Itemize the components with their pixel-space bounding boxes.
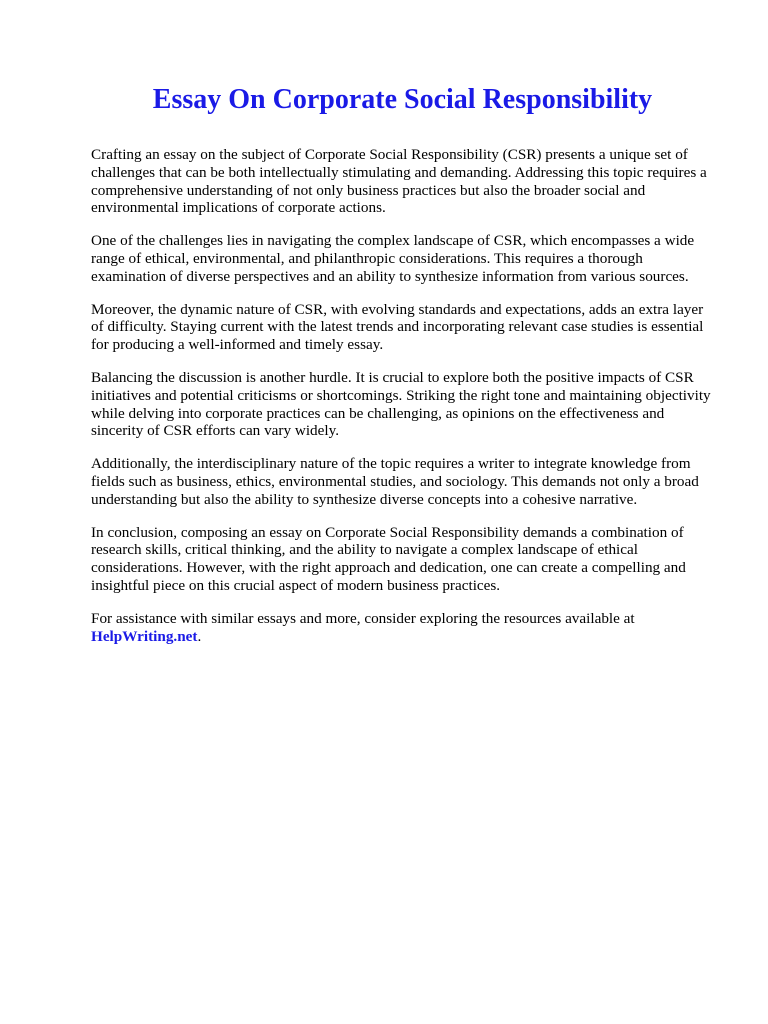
page-title: Essay On Corporate Social Responsibility — [152, 84, 653, 115]
closing-paragraph — [91, 610, 714, 646]
paragraph-3: Moreover, the dynamic nature of CSR, with evolving standards and expectations, adds an extra layer of difficulty. Staying current with the latest trends and incorporating relevant case studies is essential for producing a well-informed and timely essay. — [91, 300, 704, 354]
paragraph-4: Balancing the discussion is another hurdle. It is crucial to explore both the positive impacts of CSR initiatives and potential criticisms or shortcomings. Striking the right tone and maintaining objectivity while delving into corporate practices can be challenging, as opinions on the effectiveness and sincerity of CSR efforts can vary widely. — [91, 368, 711, 440]
closing-period: . — [197, 627, 202, 645]
paragraph-1: Crafting an essay on the subject of Corporate Social Responsibility (CSR) presents a unique set of challenges that can be both intellectually stimulating and demanding. Addressing this topic requires a comprehensive understanding of not only business practices but also the broader social and environmental implications of corporate actions. — [91, 146, 707, 217]
paragraph-2: One of the challenges lies in navigating the complex landscape of CSR, which encompasses a wide range of ethical, environmental, and philanthropic considerations. This requires a thorough examination of diverse perspectives and an ability to synthesize information from various sources. — [91, 232, 695, 285]
paragraph-5: Additionally, the interdisciplinary nature of the topic requires a writer to integrate knowledge from fields such as business, ethics, environmental studies, and sociology. This demands not only a broad understanding but also the ability to synthesize diverse concepts into a cohesive narrative. — [91, 455, 699, 508]
closing-text: For assistance with similar essays and more, consider exploring the resources available at — [91, 609, 635, 627]
essay-body — [91, 146, 714, 645]
helpwriting-link[interactable]: HelpWriting.net — [91, 627, 198, 645]
paragraph-6: In conclusion, composing an essay on Corporate Social Responsibility demands a combination of research skills, critical thinking, and the ability to navigate a complex landscape of ethical considerations. However, with the right approach and dedication, one can create a compelling and insightful piece on this crucial aspect of modern business practices. — [91, 523, 686, 594]
